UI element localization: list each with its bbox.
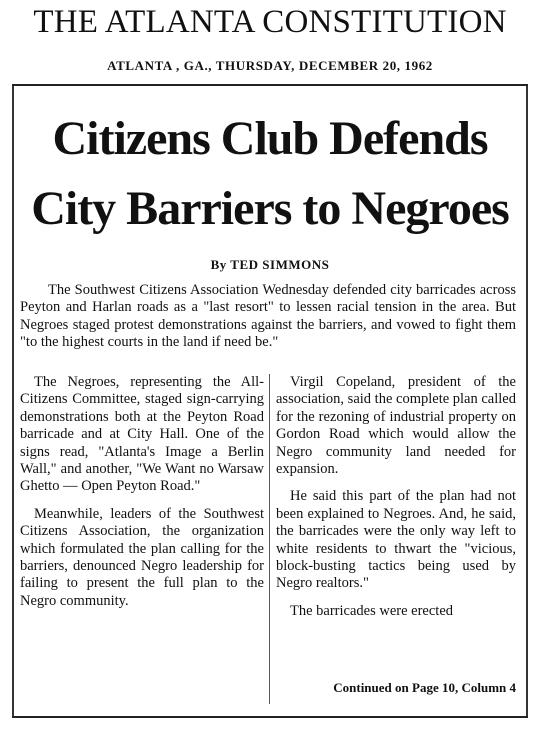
paragraph: He said this part of the plan had not been explained to Negroes. And, he said, the barricades were the only way left to white residents to thwart the "vicious, block-busting tactics being used by Negro realtors." <box>276 488 516 592</box>
paragraph: Virgil Copeland, president of the association, said the complete plan called for the rezoning of industrial property on Gordon Road which would allow the Negro community land needed for expansion. <box>276 374 516 478</box>
headline <box>0 104 540 244</box>
lede-paragraph: The Southwest Citizens Association Wednesday defended city barricades across Peyton and Harlan roads as a "last resort" to lessen racial tension in the area. But Negroes staged protest demonstrations against the barriers, and vowed to fight them "to the highest courts in the land if need be." <box>20 282 516 351</box>
paragraph: The barricades were erected <box>290 602 454 619</box>
paragraph: Meanwhile, leaders of the Southwest Citizens Association, the organization which formulated the plan calling for the barriers, denounced Negro leadership for failing to present the full plan to the Negro community. <box>20 505 264 609</box>
paragraph: The Negroes, representing the All-Citizens Committee, staged sign-carrying demonstrations both at the Peyton Road barricade and at City Hall. One of the signs read, "Atlanta's Image a Berlin Wall," and another, "We Want no Warsaw Ghetto — Open Peyton Road." <box>20 374 264 495</box>
headline-line-1: Citizens Club Defends <box>52 112 488 165</box>
newspaper-masthead: THE ATLANTA CONSTITUTION <box>33 4 507 40</box>
bottom-rule <box>12 716 528 718</box>
continuation-line: Continued on Page 10, Column 4 <box>333 680 516 695</box>
top-rule <box>12 84 528 86</box>
byline: By TED SIMMONS <box>210 257 330 272</box>
column-divider <box>269 374 270 704</box>
dateline: ATLANTA , GA., THURSDAY, DECEMBER 20, 1962 <box>107 58 433 73</box>
right-column <box>276 374 516 630</box>
left-column <box>20 374 264 620</box>
headline-line-2: City Barriers to Negroes <box>31 182 509 235</box>
